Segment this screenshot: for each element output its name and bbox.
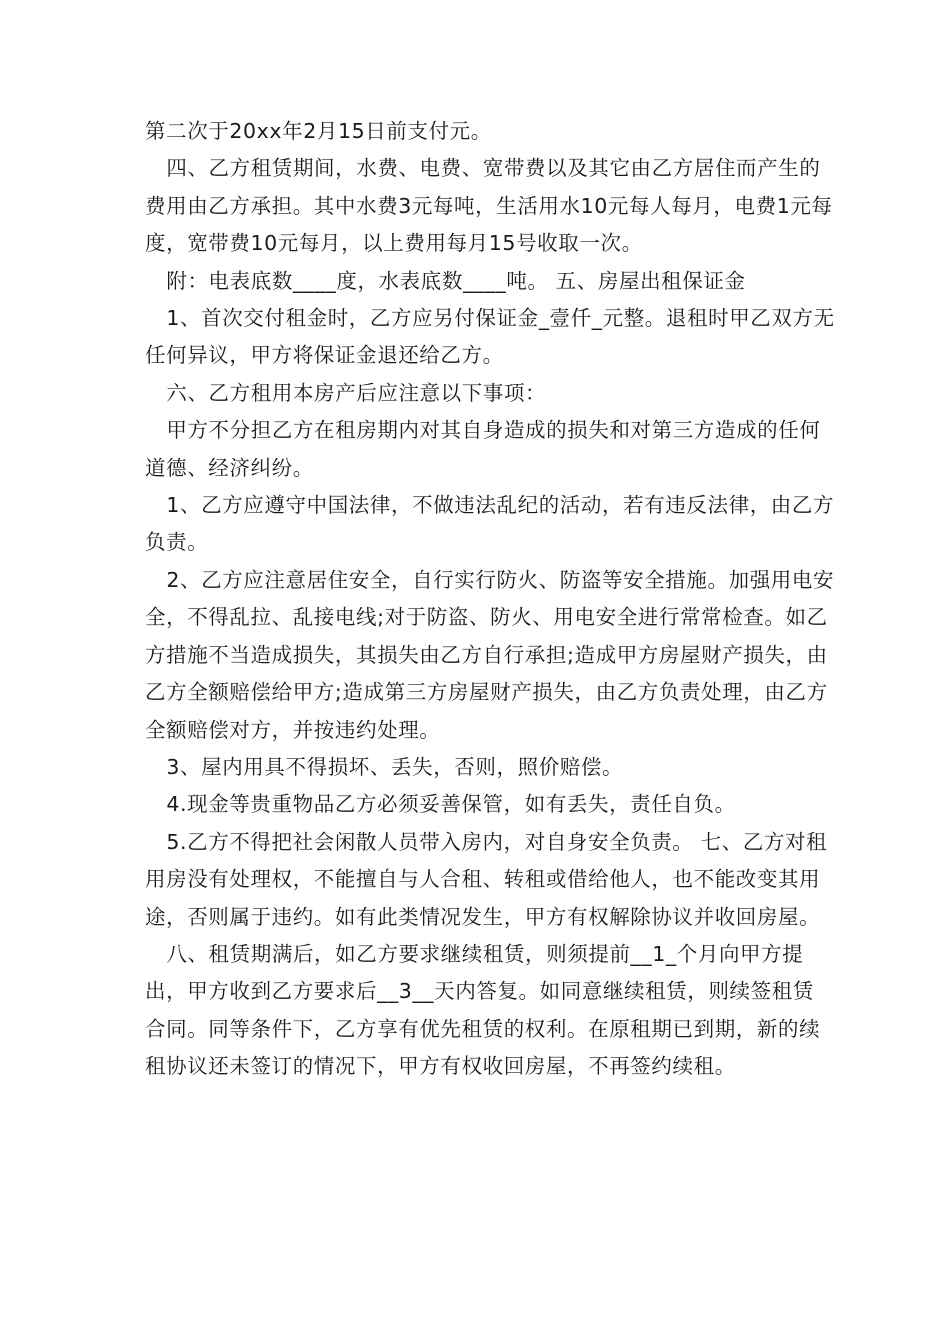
paragraph-item-5-and-clause-7: 5.乙方不得把社会闲散人员带入房内，对自身安全负责。 七、乙方对租用房没有处理权，不能擅自与人合租、转租或借给他人，也不能改变其用途，否则属于违约。如有此类情况发生，甲方有权解除协议并收回房屋。	[145, 829, 828, 929]
paragraph-clause-6-heading: 六、乙方租用本房产后应注意以下事项：	[145, 380, 547, 405]
paragraph-liability: 甲方不分担乙方在租房期内对其自身造成的损失和对第三方造成的任何道德、经济纠纷。	[145, 418, 821, 480]
paragraph-payment-date: 第二次于20xx年2月15日前支付元。	[145, 119, 492, 143]
paragraph-item-4-valuables: 4.现金等贵重物品乙方必须妥善保管，如有丢失，责任自负。	[145, 792, 736, 817]
paragraph-clause-8-renewal: 八、租赁期满后，如乙方要求继续租赁，则须提前__1_个月向甲方提出，甲方收到乙方要求后__3__天内答复。如同意继续租赁，则续签租赁合同。同等条件下，乙方享有优先租赁的权利。在原租期已到期，新的续租协议还未签订的情况下，甲方有权收回房屋，不再签约续租。	[145, 941, 821, 1079]
paragraph-item-2-safety: 2、乙方应注意居住安全，自行实行防火、防盗等安全措施。加强用电安全，不得乱拉、乱接电线;对于防盗、防火、用电安全进行常常检查。如乙方措施不当造成损失，其损失由乙方自行承担;造成甲方房屋财产损失，由乙方全额赔偿给甲方;造成第三方房屋财产损失，由乙方负责处理，由乙方全额赔偿对方，并按违约处理。	[145, 567, 835, 742]
document-body	[145, 113, 835, 1086]
paragraph-item-3-furnishings: 3、屋内用具不得损坏、丢失，否则，照价赔偿。	[145, 754, 624, 779]
paragraph-item-1-law: 1、乙方应遵守中国法律，不做违法乱纪的活动，若有违反法律，由乙方负责。	[145, 493, 835, 555]
paragraph-clause-4-utilities: 四、乙方租赁期间，水费、电费、宽带费以及其它由乙方居住而产生的费用由乙方承担。其中水费3元每吨，生活用水10元每人每月，电费1元每度，宽带费10元每月，以上费用每月15号收取一次。	[145, 156, 833, 256]
paragraph-meter-readings: 附：电表底数____度，水表底数____吨。 五、房屋出租保证金	[145, 268, 746, 293]
paragraph-deposit: 1、首次交付租金时，乙方应另付保证金_壹仟_元整。退租时甲乙双方无任何异议，甲方将保证金退还给乙方。	[145, 306, 835, 368]
